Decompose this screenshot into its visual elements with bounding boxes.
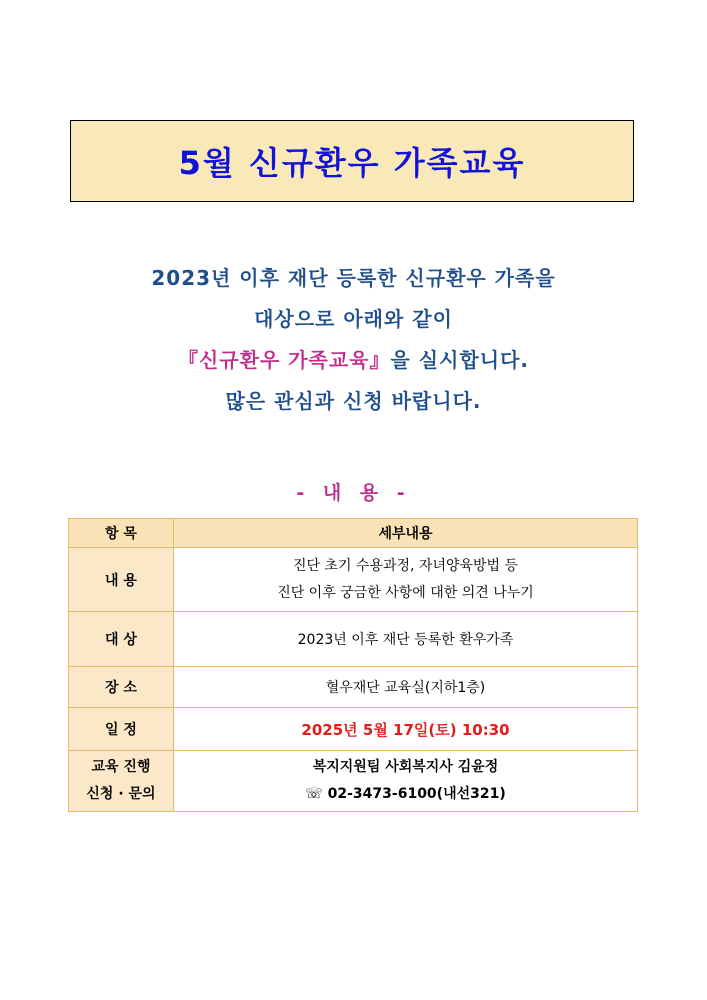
intro-line-1: 2023년 이후 재단 등록한 신규환우 가족을 bbox=[151, 266, 556, 290]
intro-line-4: 많은 관심과 신청 바랍니다. bbox=[225, 389, 482, 413]
table-row-target bbox=[69, 612, 638, 667]
row-label-content: 내 용 bbox=[69, 548, 174, 612]
row-label-target: 대 상 bbox=[69, 612, 174, 667]
row-value-place: 혈우재단 교육실(지하1층) bbox=[174, 667, 638, 708]
contact-person: 복지지원팀 사회복지사 김윤정 bbox=[312, 759, 499, 775]
content-line-2: 진단 이후 궁금한 사항에 대한 의견 나누기 bbox=[277, 584, 534, 601]
row-label-date: 일 정 bbox=[69, 708, 174, 751]
details-table bbox=[68, 518, 638, 812]
content-line-1: 진단 초기 수용과정, 자녀양육방법 등 bbox=[292, 557, 519, 574]
header-item: 항 목 bbox=[69, 519, 174, 548]
title-banner bbox=[70, 120, 634, 202]
contact-phone: 02-3473-6100(내선321) bbox=[327, 786, 506, 802]
row-value-content bbox=[174, 548, 638, 612]
page-title: 5월 신규환우 가족교육 bbox=[178, 144, 526, 182]
contact-label-line-2: 신청 · 문의 bbox=[86, 786, 156, 802]
intro-line-2: 대상으로 아래와 같이 bbox=[254, 307, 453, 331]
section-heading: - 내 용 - bbox=[296, 482, 411, 504]
header-details: 세부내용 bbox=[174, 519, 638, 548]
program-name: 『신규환우 가족교육』 bbox=[177, 348, 391, 372]
contact-label-line-1: 교육 진행 bbox=[91, 759, 151, 775]
row-label-place: 장 소 bbox=[69, 667, 174, 708]
table-row-content bbox=[69, 548, 638, 612]
row-value-contact bbox=[174, 751, 638, 812]
row-value-date: 2025년 5월 17일(토) 10:30 bbox=[174, 708, 638, 751]
row-value-target: 2023년 이후 재단 등록한 환우가족 bbox=[174, 612, 638, 667]
intro-line-3-rest: 을 실시합니다. bbox=[390, 348, 529, 372]
intro-text bbox=[0, 258, 707, 422]
table-row-contact bbox=[69, 751, 638, 812]
table-header-row bbox=[69, 519, 638, 548]
row-label-contact bbox=[69, 751, 174, 812]
table-row-place bbox=[69, 667, 638, 708]
phone-icon: ☏ bbox=[305, 786, 323, 802]
table-row-date bbox=[69, 708, 638, 751]
contact-phone-line bbox=[174, 781, 637, 808]
intro-line-3 bbox=[0, 340, 707, 381]
